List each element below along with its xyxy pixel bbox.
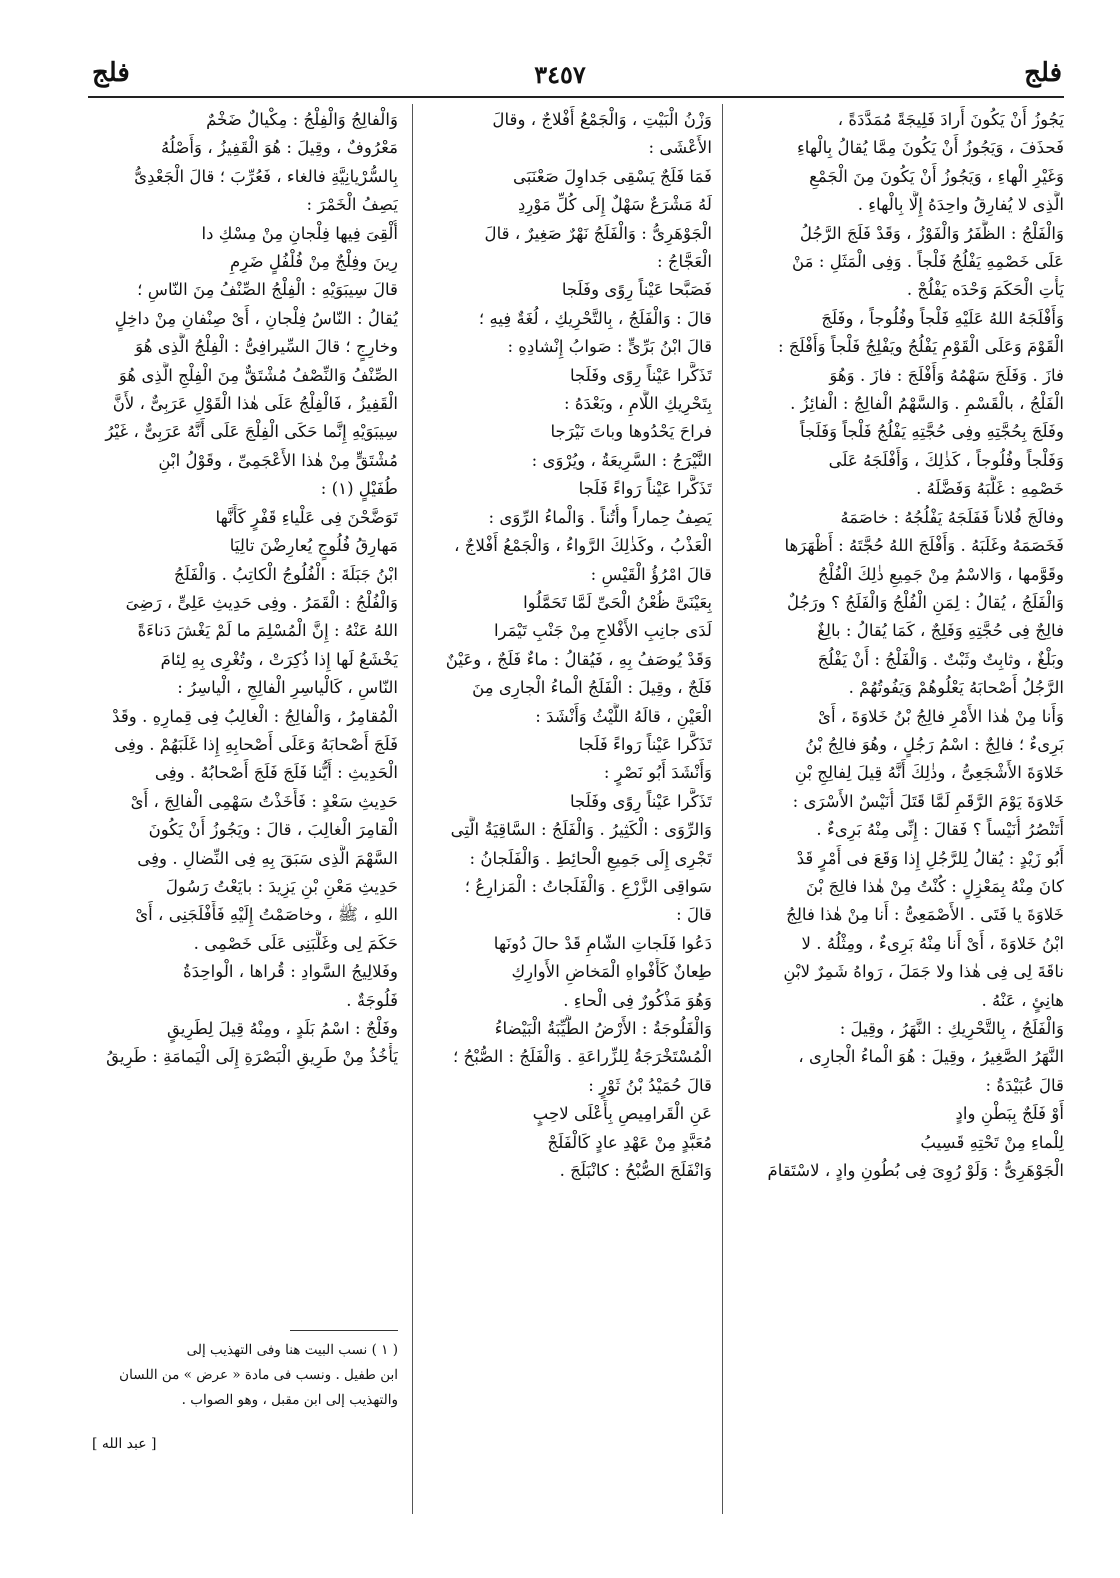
text-line: عَنِ الْقَرامِيصِ بِأَعْلَى لاحِبٍ bbox=[532, 1104, 712, 1124]
text-line: الصِّنْفُ وَالنِّصْفُ مُشْتَقٌّ مِنَ الْفِلْجِ الَّذِى هُوَ bbox=[118, 365, 398, 385]
text-line: الْمُسْتَخْرَجَةُ لِلزِّراعَةِ . وَالْفَلَجُ : الصُّبْحُ ؛ bbox=[452, 1047, 712, 1067]
text-line: بِتَحْرِيكِ اللَّامِ ، وبَعْدَهُ : bbox=[563, 394, 712, 414]
text-line: مُعَبَّدٍ مِنْ عَهْدِ عادٍ كَالْفَلَجْ bbox=[547, 1132, 712, 1152]
text-line: الْقَوْمَ وَعَلَى الْقَوْمِ يَفْلُجُ ويَفْلِجُ فَلْجاً وَأَفْلَجَ : bbox=[778, 337, 1064, 357]
text-line: خَلاوَةَ الأَشْجَعِىُّ ، وذٰلِكَ أَنَّهُ قِيلَ لِفالِجِ بْنِ bbox=[794, 763, 1064, 783]
text-line: وَالْفَلَجُ ، بِالتَّحْرِيكِ : النَّهَرُ ، وقِيلَ : bbox=[839, 1019, 1064, 1038]
text-line: وَغَيْرِ الْهاءِ ، وَيَجُوزُ أَنْ يَكُونَ مِنَ الْجَمْعِ bbox=[809, 166, 1064, 186]
footnote-line: ابن طفيل . ونسب فى مادة « عرض » من اللسان bbox=[119, 1367, 398, 1383]
text-line: وَالْفَلْجُ : الظَّفَرُ وَالْفَوْزُ ، وَقَدْ فَلَجَ الرَّجُلُ bbox=[799, 223, 1064, 243]
text-line: فَلَجٌ ، وقِيلَ : الْفَلَجُ الْماءُ الْجارِى مِنَ bbox=[472, 678, 712, 698]
text-line: فَلَجَ أَصْحابَهُ وَعَلَى أَصْحابِهِ إِذا غَلَبَهُمْ . وفِى bbox=[114, 734, 398, 754]
text-line: وَالْفالِجُ وَالْفِلْجُ : مِكْيالٌ ضَخْمٌ bbox=[206, 110, 398, 129]
text-line: وَالْفَلُوجَةُ : الأَرْضُ الطَّيِّبَةُ الْبَيْضاءُ bbox=[494, 1019, 712, 1038]
text-line: وَقَدْ يُوصَفُ بِهِ ، فَيُقالُ : ماءٌ فَلَجٌ ، وعَيْنٌ bbox=[445, 649, 712, 669]
text-line: خَصْمِهِ : غَلَّبَهُ وَفَضَّلَهُ . bbox=[916, 479, 1064, 499]
text-line: فَخَصَمَهُ وغَلَبَهُ . وَأَفْلَجَ اللهُ حُجَّتَهُ : أَظْهَرَها bbox=[784, 536, 1064, 556]
text-line: لِلْماءِ مِنْ تَحْتِهِ قَسِيبُ bbox=[920, 1132, 1064, 1152]
text-line: الْجَوْهَرِىُّ : وَلَوْ رُوِىَ فِى بُطُونِ وادٍ ، لاسْتَقامَ bbox=[767, 1161, 1064, 1181]
text-line: وفَلالِيجُ السَّوادِ : قُراها ، الْواحِدَةُ bbox=[183, 962, 398, 982]
text-line: ابْنُ جَبَلَةَ : الْفُلُوجُ الْكاتِبُ . وَالْفَلَجُ bbox=[174, 564, 398, 584]
text-line: طُفَيْلٍ (١) : bbox=[320, 479, 398, 499]
text-line: سَواقِى الزَّرْعِ . وَالْفَلَجاتُ : الْمَزارِعُ ؛ bbox=[464, 876, 712, 896]
text-line: قالَ عُبَيْدَةُ : bbox=[985, 1075, 1064, 1095]
text-line: بَرِىءٌ ؛ فالِجٌ : اسْمُ رَجُلٍ ، وهُوَ فالِجُ بْنُ bbox=[805, 734, 1064, 754]
text-line: تَوَضَّحْنَ فِى عَلْياءِ قَفْرٍ كَأَنَّها bbox=[215, 507, 398, 527]
text-line: بِعَيْنَىَّ ظُعْنُ الْحَىِّ لَمَّا تَحَمَّلُوا bbox=[523, 592, 712, 612]
text-line: قالَ حُمَيْدُ بْنُ ثَوْرٍ : bbox=[588, 1075, 712, 1095]
text-line: خَلاوَةَ يا فَتَى . الأَصْمَعِىُّ : أَنا مِنْ هٰذا فالِجُ bbox=[786, 905, 1064, 925]
text-line: الْقَفِيزُ ، فَالْفِلْجُ عَلَى هٰذا الْقَوْلِ عَرَبِىٌّ ، لأَنَّ bbox=[112, 394, 398, 414]
text-line: ناقَةَ لِى فِى هٰذا ولا جَمَلَ ، رَواهُ شَمِرٌ لابْنِ bbox=[783, 962, 1064, 982]
text-line: الرَّجُلُ أَصْحابَهُ يَعْلُوهُمْ وَيَفُوتُهُمْ . bbox=[848, 678, 1064, 698]
text-line: أُلْقِىَ فِيها فِلْجانِ مِنْ مِسْكِ دا bbox=[201, 223, 398, 243]
text-line: الْفَلْجُ ، بالْقَسْمِ . وَالسَّهْمُ الْفالِجُ : الْفائِزُ . bbox=[790, 394, 1064, 414]
text-line: وبَلْغٌ ، وثابِتٌ وثَبْتٌ . وَالْفَلْجُ : أَنْ يَفْلُجَ bbox=[817, 649, 1064, 669]
text-line: يَخْشَعُ لَها إِذا ذُكِرَتْ ، وتُغْرِى بِهِ لِئامَ bbox=[160, 649, 398, 669]
text-line: عَلَى خَصْمِهِ يَفْلُجُ فَلْجاً . وَفِى الْمَثَلِ : مَنْ bbox=[792, 252, 1064, 272]
footnote-line: ( ١ ) نسب البيت هنا وفى التهذيب إلى bbox=[186, 1342, 398, 1358]
column-separator bbox=[412, 104, 413, 1514]
text-line: الْعَذْبُ ، وكَذٰلِكَ الرَّواءُ ، وَالْجَمْعُ أَفْلاجٌ ، bbox=[454, 536, 712, 556]
text-line: الْعَيْنِ ، قالَهُ اللَّيْثُ وَأَنْشَدَ : bbox=[535, 706, 712, 726]
text-line: لَهُ مَشْرَعٌ سَهْلٌ إِلَى كُلِّ مَوْرِدِ bbox=[517, 195, 712, 215]
text-line: وَالْفَلَجُ ، يُقالُ : لِمَنِ الْفُلْجُ وَالْفَلَجُ ؟ ورَجُلٌ bbox=[786, 592, 1064, 612]
text-line: أَتَنْصُرُ أُنَيْساً ؟ فَقالَ : إِنِّى مِنْهُ بَرِىءٌ . bbox=[816, 820, 1064, 840]
text-line: تَذَكَّرا عَيْناً رِوًى وفَلَجا bbox=[569, 365, 712, 385]
text-line: ابْنُ خَلاوَةَ ، أَىْ أَنا مِنْهُ بَرِىءٌ ، ومِثْلُهُ . لا bbox=[801, 933, 1064, 953]
header-rule bbox=[88, 96, 1064, 98]
text-line: تَجْرِى إِلَى جَمِيعِ الْحائِطِ . وَالْفَلَجانُ : bbox=[469, 848, 712, 868]
headword-left: فلج bbox=[92, 58, 130, 88]
headword-right: فلج bbox=[1024, 58, 1062, 88]
text-line: يَأْخُذُ مِنْ طَرِيقِ الْبَصْرَةِ إِلَى الْيَمامَةِ : طَرِيقُ bbox=[106, 1047, 398, 1067]
text-line: مَهارِقُ فُلُوجٍ يُعارِضْنَ تالِيَا bbox=[229, 536, 398, 556]
text-line: وَفَلْجاً وفُلُوجاً ، كَذٰلِكَ ، وَأَفْلَجَهُ عَلَى bbox=[828, 450, 1064, 470]
text-line: أَبُو زَيْدٍ : يُقالُ لِلرَّجُلِ إِذا وَقَعَ فى أَمْرٍ قَدْ bbox=[796, 848, 1064, 868]
text-line: يَأْتِ الْحَكَمَ وَحْدَه يَفْلُجْ . bbox=[906, 280, 1064, 300]
text-line: دَعُوا فَلَجاتِ الشّامِ قَدْ حالَ دُونَها bbox=[493, 933, 712, 953]
text-line: الْعَجَّاجُ : bbox=[656, 252, 712, 272]
text-line: اللهِ ، ﷺ ، وخاصَمْتُ إِلَيْهِ فَأَفْلَجَنِى ، أَىْ bbox=[135, 905, 398, 925]
text-line: هانِئٍ ، عَنْهُ . bbox=[981, 990, 1064, 1010]
text-line: وَأَنا مِنْ هٰذا الأَمْرِ فالِجُ بْنُ خَلاوَةَ ، أَىْ bbox=[817, 706, 1064, 726]
text-line: النَّيْرَجُ : السَّرِيعَةُ ، ويُرْوَى : bbox=[531, 450, 712, 470]
text-line: الْجَوْهَرِىُّ : وَالْفَلَجُ نَهْرٌ صَغِيرٌ ، قالَ bbox=[484, 223, 712, 243]
text-line: وَالْفُلْجُ : الْقَمَرُ . وفِى حَدِيثِ عَلِىٍّ ، رَضِىَ bbox=[125, 592, 398, 612]
text-line: وَانْفَلَجَ الصُّبْحُ : كانْبَلَجَ . bbox=[559, 1161, 712, 1181]
text-line: فَصَبَّحا عَيْناً رِوًى وفَلَجا bbox=[561, 280, 712, 300]
text-line: وفَلْجٌ : اسْمُ بَلَدٍ ، ومِنْهُ قِيلَ لِطَرِيقٍ bbox=[167, 1019, 398, 1038]
text-line: لَدَى جانِبِ الأَفْلاجِ مِنْ جَنْبِ تَيْمَرا bbox=[493, 621, 712, 641]
page-number: ٣٤٥٧ bbox=[534, 60, 586, 89]
text-line: كانَ مِنْهُ بِمَعْزِلٍ : كُنْتُ مِنْ هٰذا فالِجَ بْنَ bbox=[806, 876, 1064, 896]
text-line: اللهُ عَنْهُ : إِنَّ الْمُسْلِمَ ما لَمْ يَغْشَ دَناءَةً bbox=[137, 621, 398, 641]
text-line: قالَ سِيبَوَيْهِ : الْفِلْجُ الصِّنْفُ مِنَ النّاسِ ؛ bbox=[137, 280, 398, 300]
text-line: النَّهَرُ الصَّغِيرُ ، وقِيلَ : هُوَ الْماءُ الْجارِى ، bbox=[798, 1047, 1064, 1067]
text-line: وفَلَجَ بِحُجَّتِهِ وفِى حُجَّتِهِ يَفْلُجُ فَلْجاً وَفَلَجاً bbox=[799, 422, 1064, 442]
text-line: فالِجٌ فِى حُجَّتِهِ وَفَلِجٌ ، كَمَا يُقالُ : بالِغٌ bbox=[817, 621, 1064, 641]
text-line: الْحَدِيثِ : أَيُّنا فَلَجَ فَلَجَ أَصْحابُهُ . وفِى bbox=[154, 763, 398, 783]
column-right bbox=[742, 106, 1064, 1526]
text-line: رِينَ وفِلْجٌ مِنْ فُلْفُلٍ ضَرِمِ bbox=[230, 252, 398, 272]
text-line: فَحذَفَ ، وَيَجُوزُ أَنْ يَكُونَ مِمَّا يُقالُ بِالْهاءِ bbox=[797, 138, 1064, 158]
footnote-line: والتهذيب إلى ابن مقبل ، وهو الصواب . bbox=[181, 1392, 398, 1408]
text-line: وفالَجَ فُلاناً فَفَلَجَهُ يَفْلُجُهُ : خاصَمَهُ bbox=[840, 507, 1064, 527]
footnote bbox=[88, 1338, 398, 1413]
text-line: تَذَكَّرا عَيْناً رَواءً فَلَجا bbox=[578, 734, 712, 754]
text-line: يُقالُ : النّاسُ فِلْجانِ ، أَىْ صِنْفانِ مِنْ داخِلٍ bbox=[114, 308, 398, 328]
text-line: حَكَمَ لِى وغَلَّبَنِى عَلَى خَصْمِى . bbox=[193, 933, 398, 953]
text-line: وخارِجٍ ؛ قالَ السِّيرافِىُّ : الْفِلْجُ الَّذِى هُوَ bbox=[135, 337, 398, 357]
text-line: قالَ ابْنُ بَرِّىٍّ : صَوابُ إِنْشادِهِ : bbox=[507, 337, 712, 357]
column-separator bbox=[722, 104, 723, 1514]
text-line: تَذَكَّرا عَيْناً رَواءً فَلَجا bbox=[578, 479, 712, 499]
column-left bbox=[88, 106, 398, 1326]
text-line: وَأَفْلَجَهُ اللهُ عَلَيْهِ فَلْجاً وفُلُوجاً ، وفَلَجَ bbox=[821, 308, 1064, 328]
text-line: مَعْرُوفٌ ، وقِيلَ : هُوَ الْقَفِيزُ ، وَأَصْلُهُ bbox=[160, 138, 398, 158]
text-line: الَّذِى لا يُفارِقُ واحِدَهُ إِلَّا بِالْهاءِ . bbox=[857, 195, 1064, 215]
text-line: فَمَا فَلَجٌ يَسْقِى جَداوِلَ صَعْنَبَى bbox=[512, 166, 712, 186]
text-line: يَجُوزُ أَنْ يَكُونَ أَرادَ فَلِيجَةً مُمَدَّدَةً ، bbox=[837, 110, 1064, 129]
text-line: طِعانٌ كَأَفْواهِ الْمَخاضِ الأَوارِكِ bbox=[511, 962, 712, 982]
text-line: وَهُوَ مَذْكُورٌ فِى الْحاءِ . bbox=[563, 990, 712, 1010]
text-line: النّاسِ ، كَالْياسِرِ الْفالِجِ ، الْياسِرُ : bbox=[177, 678, 398, 698]
text-line: فازَ . وَفَلَجَ سَهْمُهُ وَأَفْلَجَ : فازَ . وَهُوَ bbox=[829, 365, 1064, 385]
text-line: حَدِيثِ مَعْنِ بْنِ يَزِيدَ : بايَعْتُ رَسُولَ bbox=[165, 876, 398, 896]
column-middle bbox=[420, 106, 712, 1526]
text-line: وَالرِّوَى : الْكَثِيرُ . وَالْفَلَجُ : السَّاقِيَةُ الَّتِى bbox=[450, 820, 712, 840]
text-line: وَزْنُ الْبَيْتِ ، وَالْجَمْعُ أَفْلاجٌ ، وقالَ bbox=[492, 110, 712, 129]
text-line: وَأَنْشَدَ أَبُو نَصْرٍ : bbox=[603, 763, 712, 783]
text-line: خَلاوَةَ يَوْمَ الرَّقَمِ لَمَّا قَتَلَ أُنَيْسٌ الأَسْرَى : bbox=[792, 791, 1064, 811]
text-line: فراحَ يَحْدُوها وباتَ نَيْرَجا bbox=[550, 422, 712, 442]
text-line: حَدِيثِ سَعْدٍ : فَأَخَذْتُ سَهْمِى الْفالِجَ ، أَىْ bbox=[130, 791, 398, 811]
text-line: تَذَكَّرا عَيْناً رِوًى وفَلَجا bbox=[569, 791, 712, 811]
text-line: قالَ امْرُؤُ الْقَيْسِ : bbox=[590, 564, 712, 584]
text-line: فَلُوجَةٌ . bbox=[346, 990, 398, 1010]
text-line: قالَ : وَالْفَلَجُ ، بِالتَّحْرِيكِ ، لُغَةٌ فِيهِ ؛ bbox=[478, 308, 712, 328]
footnote-rule bbox=[290, 1330, 398, 1331]
text-line: الْقامِرَ الْغالِبَ ، قالَ : ويَجُوزُ أَنْ يَكُونَ bbox=[148, 820, 398, 840]
text-line: وقَوَّمها ، وَالاسْمُ مِنْ جَمِيعِ ذٰلِكَ الْفُلْجُ bbox=[817, 564, 1064, 584]
text-line: مُشْتَقٍّ مِنْ هٰذا الأَعْجَمِىِّ ، وقَوْلُ ابْنِ bbox=[158, 450, 398, 470]
text-line: يَصِفُ حِماراً وأُتُناً . وَالْماءُ الرِّوَى : bbox=[488, 507, 712, 527]
text-line: أَوْ فَلَجٌ بِبَطْنِ وادٍ bbox=[955, 1104, 1064, 1124]
text-line: الأَعْشَى : bbox=[648, 138, 712, 158]
text-line: الْمُقامِرُ ، وَالْفالِجُ : الْغالِبُ فِى قِمارِهِ . وقَدْ bbox=[112, 706, 398, 726]
text-line: يَصِفُ الْخَمْرَ : bbox=[306, 195, 398, 215]
text-line: قالَ : bbox=[676, 905, 712, 925]
text-line: السَّهْمَ الَّذِى سَبَقَ بِهِ فِى النِّضالِ . وفِى bbox=[137, 848, 398, 868]
text-line: بِالسُّرْيانِيَّةِ فالغاء ، فَعُرِّبَ ؛ قالَ الْجَعْدِىُّ bbox=[134, 166, 398, 186]
editor-signature: [ عبد الله ] bbox=[92, 1436, 157, 1452]
text-line: سِيبَوَيْهِ إِنَّما حَكَى الْفِلْجَ عَلَى أَنَّهُ عَرَبِىٌّ ، غَيْرُ bbox=[105, 422, 398, 442]
